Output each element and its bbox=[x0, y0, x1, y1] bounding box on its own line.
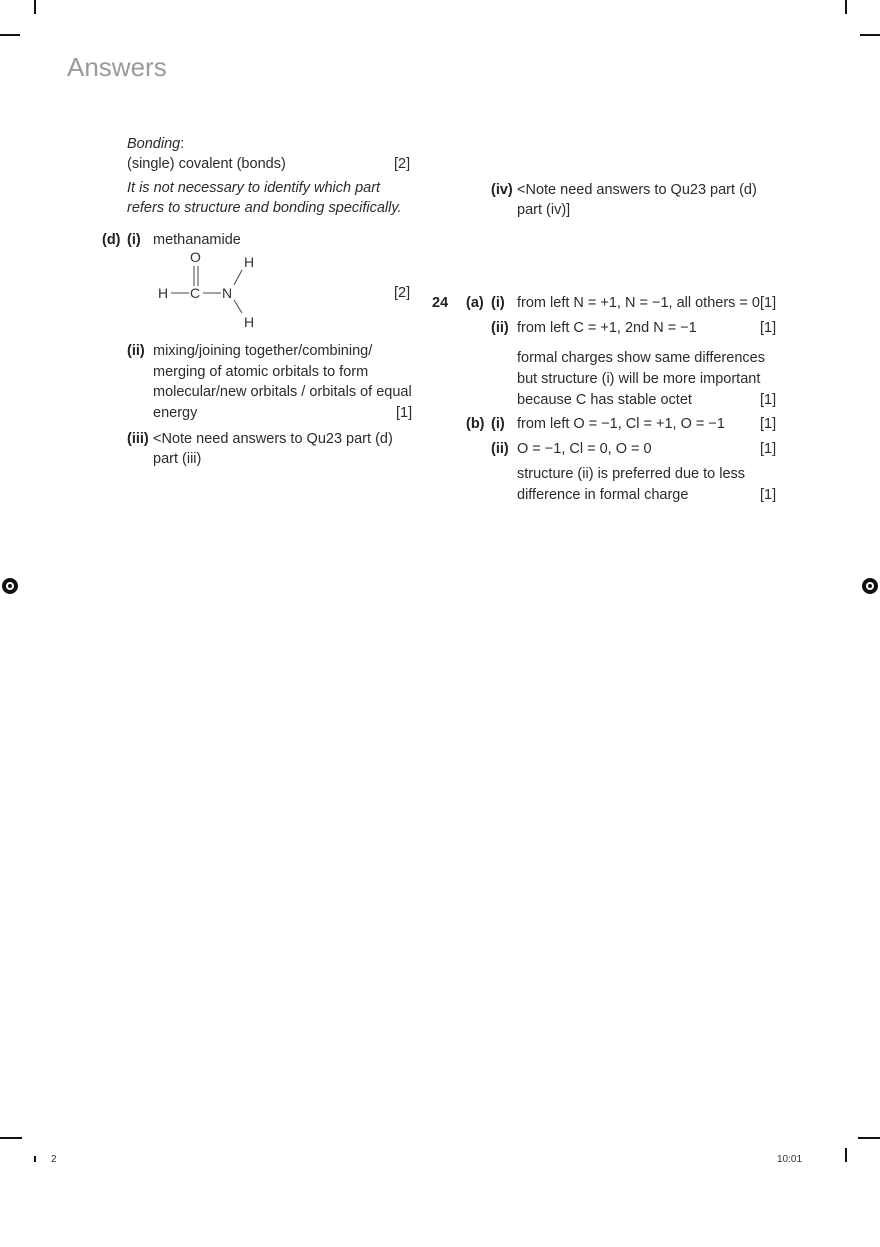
single-bond bbox=[234, 270, 242, 285]
footer-time: 10:01 bbox=[777, 1154, 803, 1165]
answer-text: but structure (i) will be more important bbox=[517, 371, 761, 387]
answer-text: difference in formal charge bbox=[517, 487, 689, 503]
answer-text: from left N = +1, N = −1, all others = 0 bbox=[517, 295, 760, 311]
atom-o: O bbox=[190, 249, 201, 265]
crop-mark bbox=[34, 1156, 36, 1162]
answer-text: methanamide bbox=[153, 232, 241, 248]
bonding-colon: : bbox=[180, 136, 185, 152]
crop-mark bbox=[845, 0, 847, 14]
subpart-label: (i) bbox=[491, 295, 505, 311]
answer-text: <Note need answers to Qu23 part (d) bbox=[153, 431, 393, 447]
bonding-heading bbox=[127, 136, 184, 152]
subpart-label: (ii) bbox=[127, 343, 145, 359]
crop-mark bbox=[860, 34, 880, 36]
single-bond bbox=[234, 300, 242, 313]
part-label: (d) bbox=[102, 232, 121, 248]
mark: [1] bbox=[760, 392, 777, 408]
subpart-label: (iv) bbox=[491, 182, 513, 198]
page-title: Answers bbox=[67, 52, 167, 82]
answer-text: from left O = −1, Cl = +1, O = −1 bbox=[517, 416, 725, 432]
answer-text: because C has stable octet bbox=[517, 392, 692, 408]
crop-mark bbox=[34, 0, 36, 14]
answer-text: mixing/joining together/combining/ bbox=[153, 343, 373, 359]
mark: [2] bbox=[394, 285, 411, 301]
atom-h-bottom: H bbox=[244, 314, 255, 330]
answer-text: merging of atomic orbitals to form bbox=[153, 364, 369, 380]
note-text: It is not necessary to identify which part bbox=[127, 180, 381, 196]
page-number: 2 bbox=[51, 1154, 57, 1165]
note-text: refers to structure and bonding specifically. bbox=[127, 200, 402, 216]
atom-n: N bbox=[222, 285, 233, 301]
crop-mark bbox=[845, 1148, 847, 1162]
part-label: (b) bbox=[466, 416, 485, 432]
mark: [1] bbox=[760, 487, 777, 503]
subpart-label: (i) bbox=[127, 232, 141, 248]
answer-text: <Note need answers to Qu23 part (d) bbox=[517, 182, 757, 198]
crop-mark bbox=[0, 1137, 22, 1139]
answer-text: structure (ii) is preferred due to less bbox=[517, 466, 746, 482]
registration-mark-icon bbox=[862, 578, 878, 594]
answer-text: O = −1, Cl = 0, O = 0 bbox=[517, 441, 652, 457]
methanamide-structure bbox=[150, 248, 270, 330]
subpart-label: (iii) bbox=[127, 431, 149, 447]
atom-c: C bbox=[190, 285, 201, 301]
subpart-label: (i) bbox=[491, 416, 505, 432]
atom-h-top: H bbox=[244, 254, 255, 270]
crop-mark bbox=[0, 34, 20, 36]
mark: [1] bbox=[760, 441, 777, 457]
question-number: 24 bbox=[432, 295, 449, 311]
mark: [1] bbox=[760, 295, 777, 311]
answer-text: molecular/new orbitals / orbitals of equal bbox=[153, 384, 412, 400]
answer-text: part (iv)] bbox=[517, 202, 571, 218]
mark: [1] bbox=[760, 320, 777, 336]
mark: [2] bbox=[394, 156, 411, 172]
answer-text: energy bbox=[153, 405, 198, 421]
registration-mark-icon bbox=[2, 578, 18, 594]
mark: [1] bbox=[396, 405, 413, 421]
subpart-label: (ii) bbox=[491, 441, 509, 457]
answer-text: part (iii) bbox=[153, 451, 202, 467]
crop-mark bbox=[858, 1137, 880, 1139]
subpart-label: (ii) bbox=[491, 320, 509, 336]
answer-text: formal charges show same differences bbox=[517, 350, 765, 366]
bonding-answer: (single) covalent (bonds) bbox=[127, 156, 286, 172]
mark: [1] bbox=[760, 416, 777, 432]
bonding-label: Bonding bbox=[127, 136, 181, 152]
atom-h-left: H bbox=[158, 285, 169, 301]
answer-text: from left C = +1, 2nd N = −1 bbox=[517, 320, 697, 336]
part-label: (a) bbox=[466, 295, 484, 311]
